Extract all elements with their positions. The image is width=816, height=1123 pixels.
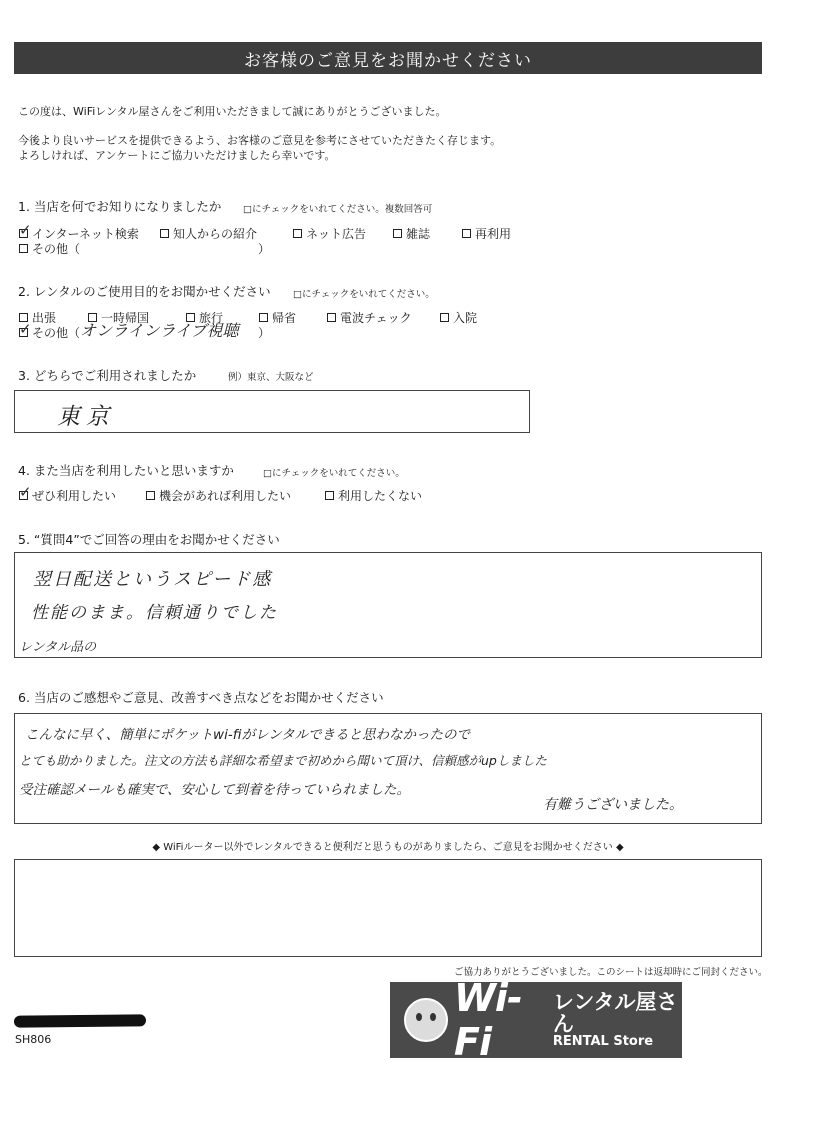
q1-option-reuse[interactable]: 再利用 (462, 225, 511, 242)
q5-line-1: 翌日配送というスピード感 (33, 569, 273, 590)
page-title: お客様のご意見をお聞かせください (14, 42, 762, 74)
q1-option-other[interactable]: その他（ (19, 240, 80, 257)
q1-option-net-ad[interactable]: ネット広告 (293, 225, 366, 242)
checkbox-checked-icon[interactable] (19, 229, 28, 238)
redacted-mark (14, 1014, 146, 1027)
q4-option-definitely[interactable]: ✓ ぜひ利用したい (19, 487, 116, 504)
logo-wifi-text: Wi-Fi (454, 976, 522, 1064)
q2-option-signal-check[interactable]: 電波チェック (327, 309, 412, 326)
checkbox-icon[interactable] (393, 229, 402, 238)
q3-answer-handwritten: 東京 (57, 404, 115, 430)
q5-answer-box[interactable] (14, 552, 762, 658)
q4-option-never[interactable]: 利用したくない (325, 487, 422, 504)
q2-note: □にチェックをいれてください。 (293, 289, 435, 300)
checkbox-icon[interactable] (462, 229, 471, 238)
q6-line-4: 有難うございました。 (543, 797, 683, 813)
brand-logo (390, 976, 682, 1064)
checkbox-icon[interactable] (259, 313, 268, 322)
q5-line-2: 性能のまま。信頼通りでした (31, 603, 278, 623)
q1-option-referral[interactable]: 知人からの紹介 (160, 225, 257, 242)
q1-label: 1. 当店を何でお知りになりましたか (18, 199, 222, 214)
extra-request-box[interactable] (14, 859, 762, 957)
checkbox-icon[interactable] (19, 244, 28, 253)
logo-jp-text: レンタル屋さん (552, 990, 678, 1037)
sheet-code: SH806 (15, 1033, 52, 1046)
q6-label: 6. 当店のご感想やご意見、改善すべき点などをお聞かせください (18, 690, 384, 705)
q2-other-close: ） (258, 326, 271, 340)
checkbox-icon[interactable] (146, 491, 155, 500)
extra-request-label: ◆ WiFiルーター以外でレンタルできると便利だと思うものがありましたら、ご意見をお聞かせください ◆ (152, 842, 624, 853)
q2-option-business[interactable]: 出張 (19, 309, 56, 326)
q2-option-homecoming[interactable]: 一時帰国 (88, 309, 149, 326)
q4-note: □にチェックをいれてください。 (263, 468, 405, 479)
q5-label: 5. “質問4”でご回答の理由をお聞かせください (18, 532, 280, 547)
q2-option-hospital[interactable]: 入院 (440, 309, 477, 326)
q2-option-other[interactable]: ✓ その他（ (19, 324, 80, 341)
q6-line-3: 受注確認メールも確実で、安心して到着を待っていられました。 (19, 782, 410, 798)
q2-option-return-home[interactable]: 帰省 (259, 309, 296, 326)
intro-line-2: 今後より良いサービスを提供できるよう、お客様のご意見を参考にさせていただきたく存じます。 (18, 134, 502, 147)
q1-option-internet[interactable]: ✓ インターネット検索 (19, 225, 139, 242)
q1-other-close: ） (258, 242, 271, 256)
intro-line-1: この度は、WiFiレンタル屋さんをご利用いただきまして誠にありがとうございました。 (18, 105, 447, 118)
checkbox-icon[interactable] (327, 313, 336, 322)
q6-answer-box[interactable] (14, 713, 762, 824)
checkbox-checked-icon[interactable] (19, 491, 28, 500)
q1-option-magazine[interactable]: 雑誌 (393, 225, 430, 242)
q2-label: 2. レンタルのご使用目的をお聞かせください (18, 284, 271, 299)
logo-en-text: RENTAL Store (552, 1034, 654, 1050)
q3-label: 3. どちらでご利用されましたか (18, 368, 197, 383)
q2-option-travel[interactable]: 旅行 (186, 309, 223, 326)
checkbox-icon[interactable] (325, 491, 334, 500)
q3-answer-box[interactable] (14, 390, 530, 433)
q6-line-1: こんなに早く、簡単にポケットwi-fiがレンタルできると思わなかったので (25, 727, 471, 743)
checkbox-checked-icon[interactable] (19, 328, 28, 337)
checkbox-icon[interactable] (293, 229, 302, 238)
intro-line-3: よろしければ、アンケートにご協力いただけましたら幸いです。 (18, 149, 336, 162)
q6-line-2: とても助かりました。注文の方法も詳細な希望まで初めから聞いて頂け、信頼感がupしました (19, 753, 547, 768)
checkbox-icon[interactable] (160, 229, 169, 238)
q5-line-3: レンタル品の (19, 640, 97, 655)
q2-other-handwritten: オンラインライブ視聴 (80, 321, 239, 340)
q1-note: □にチェックをいれてください。複数回答可 (243, 204, 433, 215)
q4-option-if-chance[interactable]: 機会があれば利用したい (146, 487, 291, 504)
mascot-icon (404, 998, 448, 1042)
q4-label: 4. また当店を利用したいと思いますか (18, 463, 234, 478)
checkbox-icon[interactable] (440, 313, 449, 322)
q3-example: 例）東京、大阪など (228, 372, 314, 383)
footer-thanks: ご協力ありがとうございました。このシートは返却時にご同封ください。 (454, 967, 768, 978)
